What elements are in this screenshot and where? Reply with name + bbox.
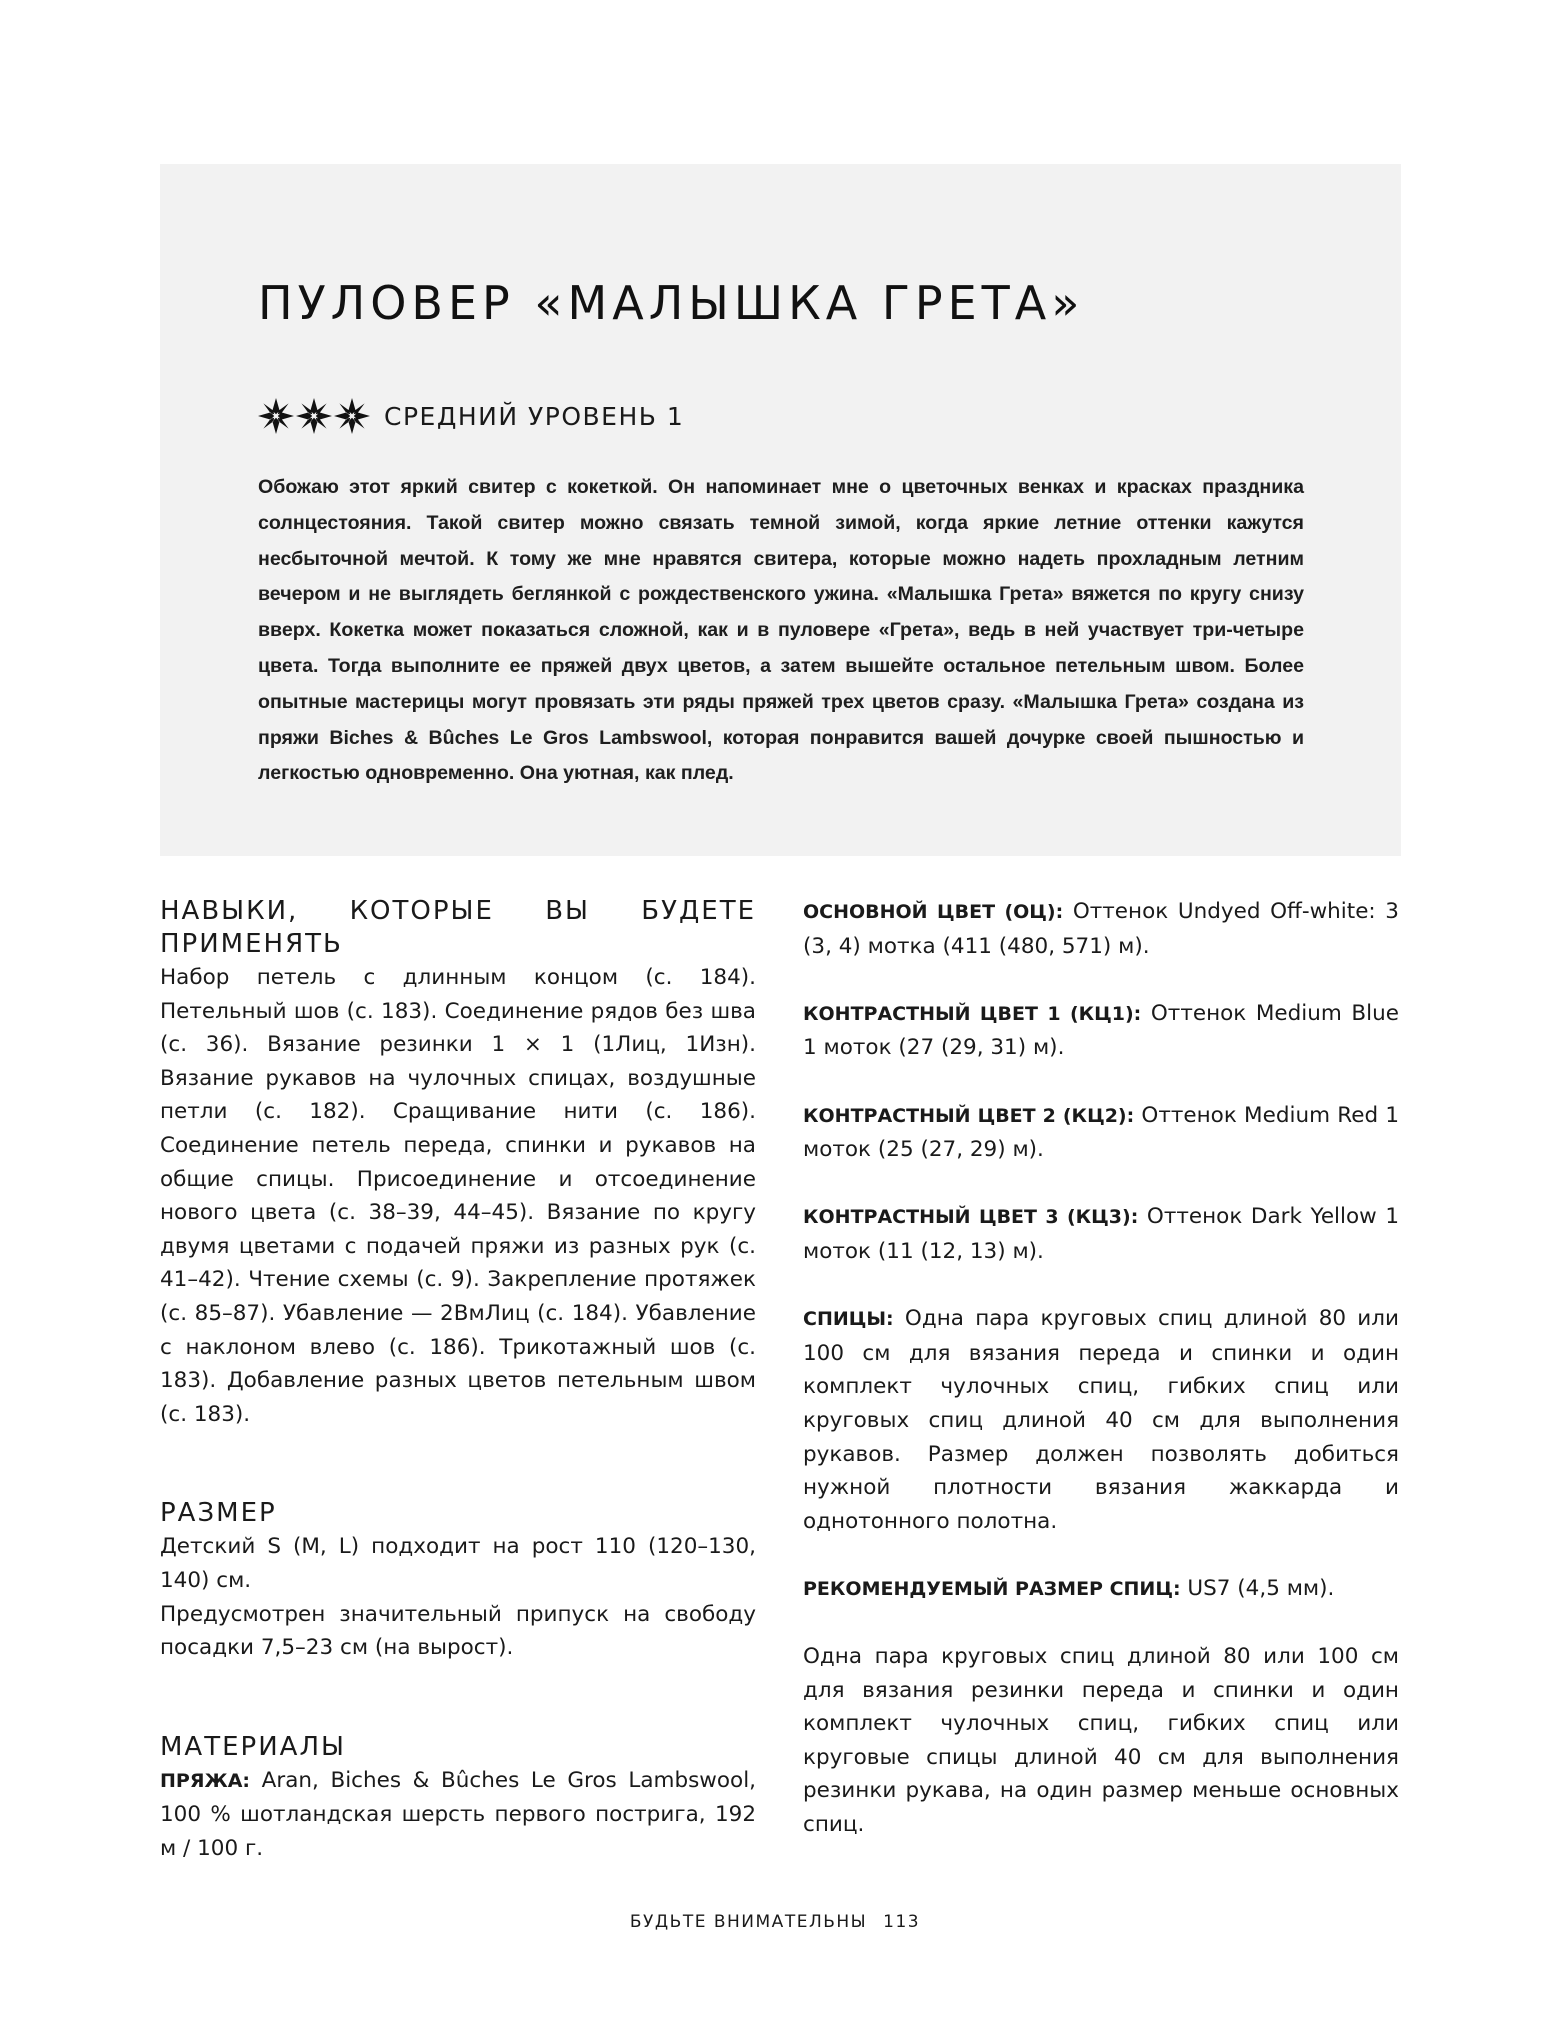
right-column <box>803 895 1399 1875</box>
item-label: СПИЦЫ: <box>803 1308 894 1331</box>
snowflake-star-icon <box>258 398 294 434</box>
item-label: РЕКОМЕНДУЕМЫЙ РАЗМЕР СПИЦ: <box>803 1577 1181 1600</box>
yarn-text <box>160 1764 756 1866</box>
item-label: ОСНОВНОЙ ЦВЕТ (ОЦ): <box>803 901 1064 923</box>
left-column <box>160 895 756 1865</box>
difficulty-stars <box>258 398 370 434</box>
item-text: Оттенок Medium Blue 1 моток (27 (29, 31) м). <box>803 1000 1399 1061</box>
materials-heading: МАТЕРИАЛЫ <box>160 1731 346 1762</box>
level-label: СРЕДНИЙ УРОВЕНЬ 1 <box>384 401 685 431</box>
page-number: 113 <box>883 1912 921 1932</box>
size-ease-text: Предусмотрен значительный припуск на свободу посадки 7,5–23 см (на вырост). <box>160 1601 756 1661</box>
yarn-value: Aran, Biches & Bûches Le Gros Lambswool, 100 % шотландская шерсть первого пострига, 192 м / 100 г. <box>160 1767 756 1861</box>
difficulty-level <box>258 398 684 434</box>
materials-section <box>160 1731 756 1866</box>
size-text: Детский S (M, L) подходит на рост 110 (120–130, 140) см. <box>160 1534 756 1593</box>
intro-box <box>160 164 1401 856</box>
material-item <box>803 1640 1399 1842</box>
yarn-label: ПРЯЖА: <box>160 1769 251 1792</box>
size-heading: РАЗМЕР <box>160 1498 277 1529</box>
material-item <box>803 1200 1399 1268</box>
skills-heading: НАВЫКИ, КОТОРЫЕ ВЫ БУДЕТЕ ПРИМЕНЯТЬ <box>160 896 756 959</box>
item-label: КОНТРАСТНЫЙ ЦВЕТ 2 (КЦ2): <box>803 1104 1135 1127</box>
item-text: Одна пара круговых спиц длиной 80 или 100 см для вязания резинки переда и спинки и один комплект чулочных спиц, гибких спиц или круговые спицы длиной 40 см для выполнения резинки рукава, на один размер меньше основных спиц. <box>803 1644 1399 1838</box>
skills-text: Набор петель с длинным концом (с. 184). Петельный шов (с. 183). Соединение рядов без шва (с. 36). Вязание резинки 1 × 1 (1Лиц, 1Изн). Вязание рукавов на чулочных спицах, воздушные петли (с. 182). Сращивание нити (с. 186). Соединение петель переда, спинки и рукавов на общие спицы. Присоединение и отсоединение нового цвета (с. 38–39, 44–45). Вязание по кругу двумя цветами с подачей пряжи из разных рук (с. 41–42). Чтение схемы (с. 9). Закрепление протяжек (с. 85–87). Убавление — 2ВмЛиц (с. 184). Убавление с наклоном влево (с. 186). Трикотажный шов (с. 183). Добавление разных цветов петельным швом (с. 183). <box>160 965 756 1427</box>
item-text: Оттенок Medium Red 1 моток (25 (27, 29) м). <box>803 1102 1399 1163</box>
skills-section <box>160 895 756 1431</box>
item-text: Оттенок Dark Yellow 1 моток (11 (12, 13) м). <box>803 1204 1400 1264</box>
intro-paragraph: Обожаю этот яркий свитер с кокеткой. Он напоминает мне о цветочных венках и красках праздника солнцестояния. Такой свитер можно связать темной зимой, когда яркие летние оттенки кажутся несбыточной мечтой. К тому же мне нравятся свитера, которые можно надеть прохладным летним вечером и не выглядеть беглянкой с рождественского ужина. «Малышка Грета» вяжется по кругу снизу вверх. Кокетка может показаться сложной, как и в пуловере «Грета», ведь в ней участвует три-четыре цвета. Тогда выполните ее пряжей двух цветов, а затем вышейте остальное петельным швом. Более опытные мастерицы могут провязать эти ряды пряжей трех цветов сразу. «Малышка Грета» создана из пряжи Biches & Bûches Le Gros Lambswool, которая понравится вашей дочурке своей пышностью и легкостью одновременно. Она уютная, как плед. <box>258 476 1304 785</box>
material-item <box>803 1302 1399 1538</box>
material-item <box>803 997 1399 1065</box>
material-item <box>803 1572 1399 1607</box>
item-label: КОНТРАСТНЫЙ ЦВЕТ 3 (КЦ3): <box>803 1206 1139 1229</box>
item-text: US7 (4,5 мм). <box>1180 1575 1335 1601</box>
item-label: КОНТРАСТНЫЙ ЦВЕТ 1 (КЦ1): <box>803 1002 1142 1025</box>
snowflake-star-icon <box>296 398 332 434</box>
item-text: Оттенок Undyed Off-white: 3 (3, 4) мотка (411 (480, 571) м). <box>803 899 1399 959</box>
material-item <box>803 1099 1399 1167</box>
size-section <box>160 1497 756 1664</box>
snowflake-star-icon <box>334 398 370 434</box>
footer-section-title: БУДЬТЕ ВНИМАТЕЛЬНЫ <box>629 1912 868 1932</box>
page-title: ПУЛОВЕР «МАЛЫШКА ГРЕТА» <box>258 276 1085 330</box>
item-text: Одна пара круговых спиц длиной 80 или 100 см для вязания переда и спинки и один комплект чулочных спиц, гибких спиц или круговых спиц длиной 40 см для выполнения рукавов. Размер должен позволять добиться нужной плотности вязания жаккарда и однотонного полотна. <box>803 1306 1399 1534</box>
page-footer <box>0 1912 1550 1932</box>
material-item <box>803 895 1399 963</box>
